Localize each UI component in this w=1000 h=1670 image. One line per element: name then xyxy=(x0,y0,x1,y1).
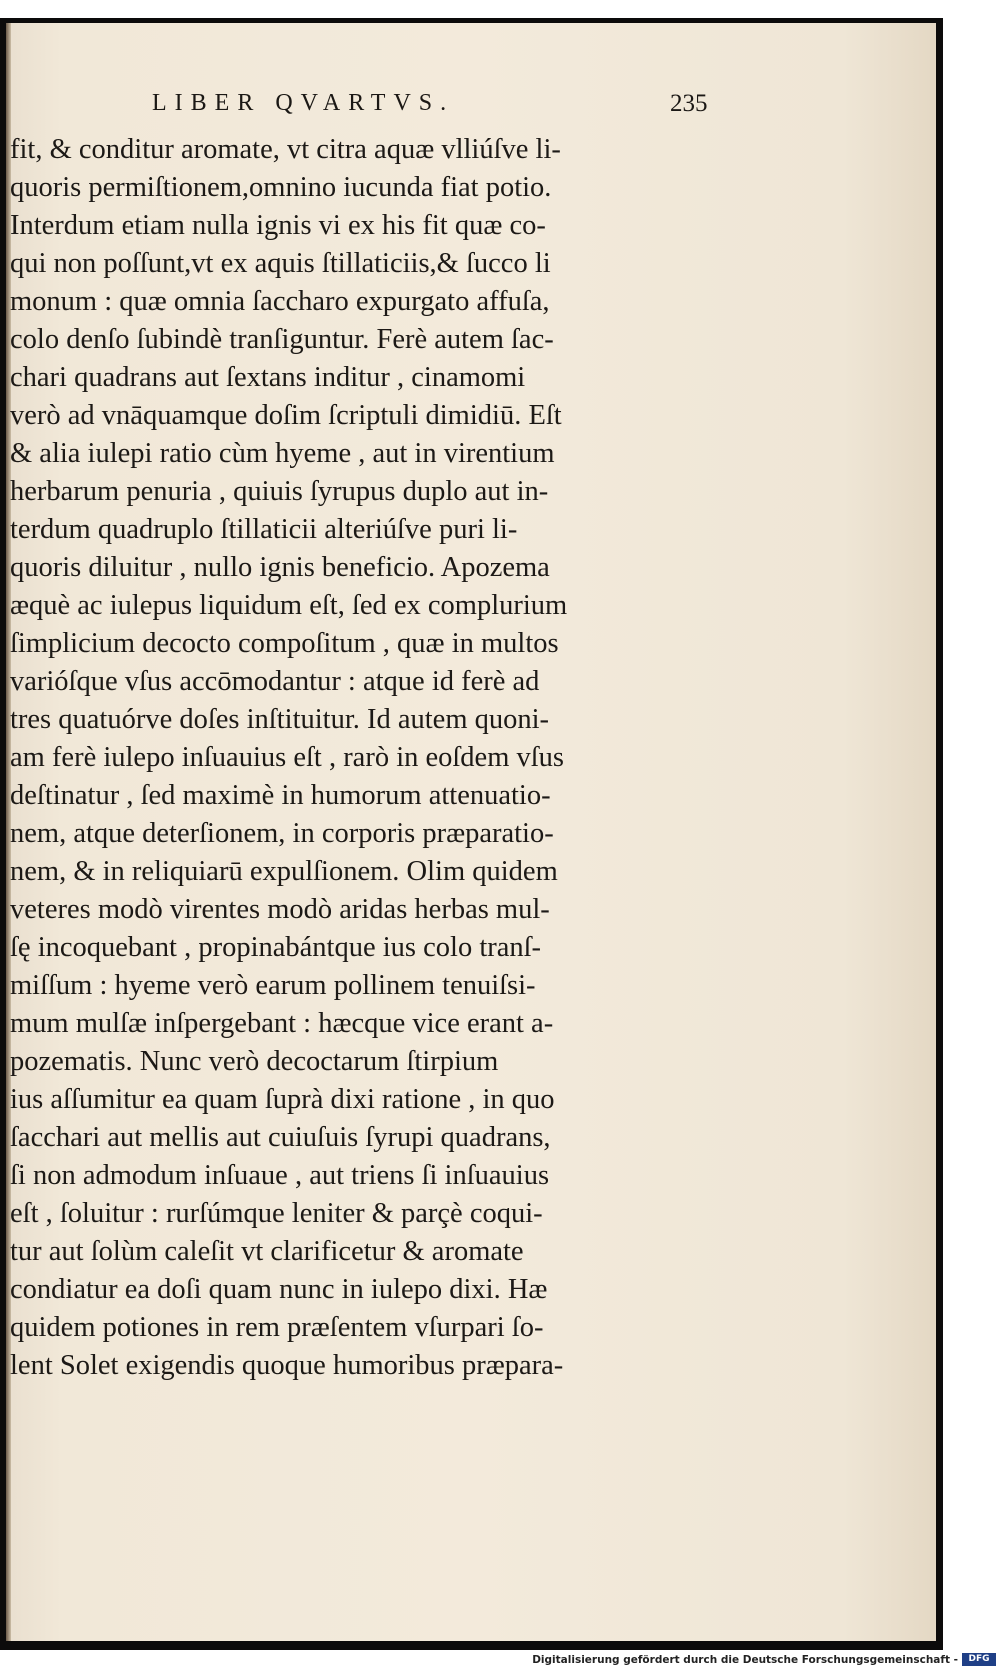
text-line: eſt , ſoluitur : rurſúmque leniter & parçè coqui- xyxy=(10,1198,543,1229)
text-line: am ferè iulepo inſuauius eſt , rarò in eoſdem vſus xyxy=(10,742,565,773)
text-line: quoris permiſtionem,omnino iucunda fiat potio. xyxy=(10,172,552,203)
scan-frame xyxy=(0,18,943,1650)
text-line: verò ad vnāquamque doſim ſcriptuli dimidiū. Eſt xyxy=(10,400,562,431)
text-line: veteres modò virentes modò aridas herbas mul- xyxy=(10,894,550,925)
text-line: miſſum : hyeme verò earum pollinem tenuiſsi- xyxy=(10,970,536,1001)
text-line: ſimplicium decocto compoſitum , quæ in multos xyxy=(10,628,559,659)
text-line: quoris diluitur , nullo ignis beneficio. Apozema xyxy=(10,552,550,583)
text-line: fit, & conditur aromate, vt citra aquæ vlliúſve li- xyxy=(10,134,561,165)
text-line: terdum quadruplo ſtillaticii alteriúſve puri li- xyxy=(10,514,518,545)
text-line: nem, & in reliquiarū expulſionem. Olim quidem xyxy=(10,856,558,887)
text-line: nem, atque deterſionem, in corporis præparatio- xyxy=(10,818,554,849)
text-line: ius aſſumitur ea quam ſuprà dixi ratione , in quo xyxy=(10,1084,555,1115)
text-line: pozematis. Nunc verò decoctarum ſtirpium xyxy=(10,1046,499,1077)
text-line: & alia iulepi ratio cùm hyeme , aut in virentium xyxy=(10,438,555,469)
book-page xyxy=(6,23,936,1641)
text-line: herbarum penuria , quiuis ſyrupus duplo aut in- xyxy=(10,476,549,507)
text-line: deſtinatur , ſed maximè in humorum attenuatio- xyxy=(10,780,551,811)
text-line: chari quadrans aut ſextans inditur , cinamomi xyxy=(10,362,526,393)
running-head: LIBER QVARTVS. xyxy=(152,90,455,116)
text-line: lent Solet exigendis quoque humoribus præpara- xyxy=(10,1350,564,1381)
text-line: ſę incoquebant , propinabántque ius colo tranſ- xyxy=(10,932,542,963)
text-line: monum : quæ omnia ſaccharo expurgato affuſa, xyxy=(10,286,550,317)
text-line: condiatur ea doſi quam nunc in iulepo dixi. Hæ xyxy=(10,1274,548,1305)
text-line: Interdum etiam nulla ignis vi ex his fit quæ co- xyxy=(10,210,546,241)
text-line: varióſque vſus accōmodantur : atque id ferè ad xyxy=(10,666,540,697)
page-number: 235 xyxy=(670,90,708,117)
text-line: mum mulſæ inſpergebant : hæcque vice erant a- xyxy=(10,1008,554,1039)
digitization-credit: Digitalisierung gefördert durch die Deutsche Forschungsgemeinschaft - xyxy=(532,1654,958,1666)
text-line: tres quatuórve doſes inſtituitur. Id autem quoni- xyxy=(10,704,550,735)
text-line: colo denſo ſubindè tranſiguntur. Ferè autem ſac- xyxy=(10,324,554,355)
text-line: qui non poſſunt,vt ex aquis ſtillaticiis,& ſucco li xyxy=(10,248,551,279)
dfg-logo: DFG xyxy=(962,1653,996,1666)
body-text xyxy=(10,131,682,1385)
text-line: ſi non admodum inſuaue , aut triens ſi inſuauius xyxy=(10,1160,550,1191)
text-line: quidem potiones in rem præſentem vſurpari ſo- xyxy=(10,1312,544,1343)
text-line: tur aut ſolùm caleſit vt clarificetur & aromate xyxy=(10,1236,524,1267)
text-line: æquè ac iulepus liquidum eſt, ſed ex complurium xyxy=(10,590,568,621)
text-line: ſacchari aut mellis aut cuiuſuis ſyrupi quadrans, xyxy=(10,1122,551,1153)
